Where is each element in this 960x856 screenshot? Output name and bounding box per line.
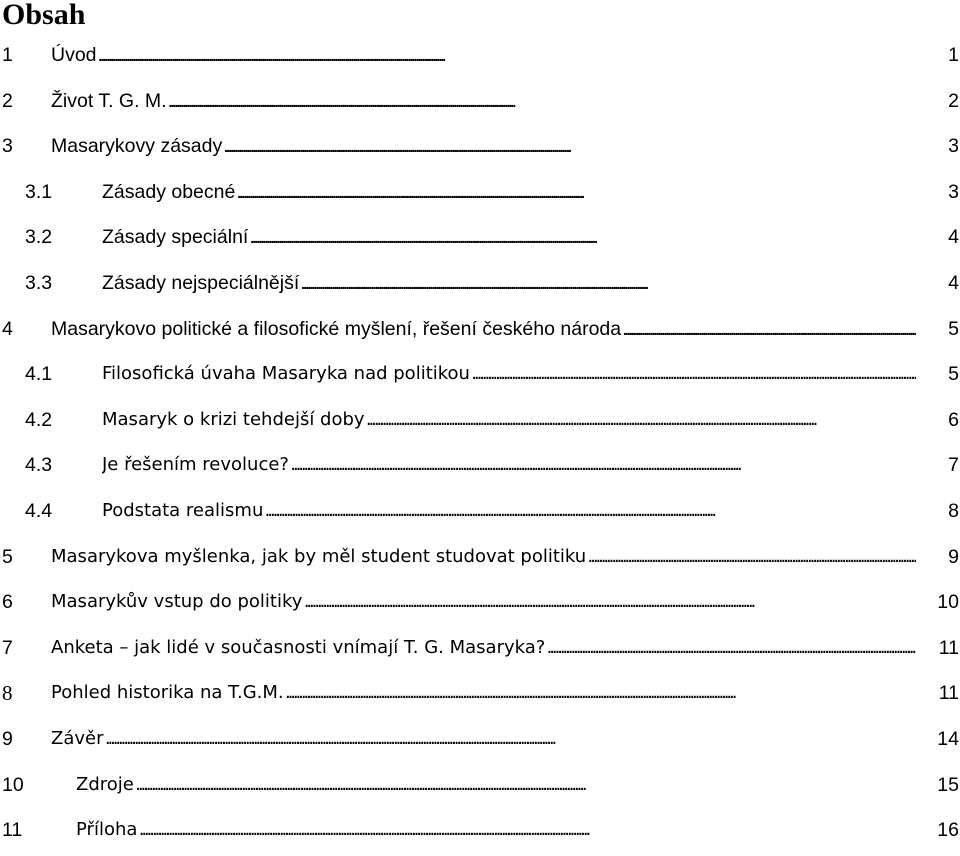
toc-entry-title[interactable]: Úvod . . . bbox=[51, 35, 916, 75]
toc-entry-4[interactable] bbox=[0, 309, 960, 355]
toc-entry-4-1[interactable] bbox=[0, 354, 960, 400]
toc-entry-page: 4 bbox=[917, 217, 959, 257]
toc-entry-number: 3 bbox=[2, 135, 13, 158]
toc-entry-title[interactable]: Zásady speciální . . . bbox=[102, 217, 916, 257]
toc-entry-page: 14 bbox=[917, 719, 959, 759]
toc-entry-page: 6 bbox=[917, 400, 959, 440]
toc-entry-title[interactable]: Život T. G. M. . . . bbox=[51, 81, 916, 121]
table-of-contents bbox=[0, 35, 960, 856]
toc-entry-title[interactable]: Pohled historika na T.G.M. . . . bbox=[51, 673, 916, 713]
toc-entry-page: 15 bbox=[917, 765, 959, 805]
toc-entry-page: 10 bbox=[917, 582, 959, 622]
toc-entry-title[interactable]: Masarykovy zásady . . . bbox=[51, 126, 916, 166]
toc-entry-title[interactable]: Zdroje . . . bbox=[76, 765, 916, 805]
toc-entry-10[interactable] bbox=[0, 765, 960, 811]
toc-entry-4-4[interactable] bbox=[0, 491, 960, 537]
toc-entry-2[interactable] bbox=[0, 81, 960, 127]
toc-entry-number: 4 bbox=[2, 317, 13, 340]
toc-entry-number: 9 bbox=[2, 727, 13, 750]
toc-entry-number: 3.3 bbox=[25, 271, 53, 294]
toc-entry-title[interactable]: Masarykovo politické a filosofické myšlení, řešení českého národa . . . bbox=[51, 309, 916, 349]
toc-entry-page: 3 bbox=[917, 126, 959, 166]
toc-entry-number: 8 bbox=[2, 681, 13, 706]
toc-entry-number: 10 bbox=[2, 773, 24, 796]
toc-heading: Obsah bbox=[2, 0, 86, 31]
toc-entry-number: 6 bbox=[2, 591, 13, 614]
toc-entry-title[interactable]: Filosofická úvaha Masaryka nad politikou . . . bbox=[102, 354, 916, 394]
toc-entry-title[interactable]: Závěr . . . bbox=[51, 719, 916, 759]
toc-entry-number: 3.2 bbox=[25, 226, 53, 249]
toc-entry-page: 8 bbox=[917, 491, 959, 531]
toc-entry-5[interactable] bbox=[0, 537, 960, 583]
toc-entry-title[interactable]: Zásady nejspeciálnější . . . bbox=[102, 263, 916, 303]
toc-entry-title[interactable]: Příloha . . . bbox=[76, 810, 916, 850]
toc-entry-number: 4.3 bbox=[25, 454, 53, 477]
toc-entry-9[interactable] bbox=[0, 719, 960, 765]
toc-entry-page: 7 bbox=[917, 445, 959, 485]
toc-entry-3[interactable] bbox=[0, 126, 960, 172]
toc-entry-number: 4.1 bbox=[25, 363, 53, 386]
toc-entry-4-3[interactable] bbox=[0, 445, 960, 491]
toc-entry-3-1[interactable] bbox=[0, 172, 960, 218]
toc-entry-title[interactable]: Je řešením revoluce? . . . bbox=[102, 445, 916, 485]
toc-entry-11[interactable] bbox=[0, 810, 960, 856]
toc-entry-page: 9 bbox=[917, 537, 959, 577]
toc-entry-title[interactable]: Masarykův vstup do politiky . . . bbox=[51, 582, 916, 622]
toc-entry-page: 2 bbox=[917, 81, 959, 121]
toc-entry-number: 2 bbox=[2, 89, 13, 112]
toc-entry-page: 3 bbox=[917, 172, 959, 212]
toc-entry-title[interactable]: Anketa – jak lidé v současnosti vnímají T. G. Masaryka? . . . bbox=[51, 628, 916, 668]
toc-entry-page: 5 bbox=[917, 309, 959, 349]
toc-entry-number: 1 bbox=[2, 44, 13, 66]
toc-entry-title[interactable]: Masaryk o krizi tehdejší doby . . . bbox=[102, 400, 916, 440]
toc-entry-3-2[interactable] bbox=[0, 217, 960, 263]
toc-entry-number: 11 bbox=[2, 819, 23, 842]
toc-entry-1[interactable] bbox=[0, 35, 960, 81]
toc-entry-title[interactable]: Podstata realismu . . . bbox=[102, 491, 916, 531]
toc-entry-page: 5 bbox=[917, 354, 959, 394]
toc-entry-6[interactable] bbox=[0, 582, 960, 628]
toc-entry-8[interactable] bbox=[0, 673, 960, 719]
toc-entry-page: 4 bbox=[917, 263, 959, 303]
toc-entry-title[interactable]: Masarykova myšlenka, jak by měl student studovat politiku . . . bbox=[51, 537, 916, 577]
toc-entry-page: 1 bbox=[917, 35, 959, 75]
toc-entry-page: 16 bbox=[917, 810, 959, 850]
toc-entry-number: 7 bbox=[2, 636, 13, 659]
toc-entry-number: 4.2 bbox=[25, 408, 53, 431]
toc-entry-7[interactable] bbox=[0, 628, 960, 674]
toc-entry-4-2[interactable] bbox=[0, 400, 960, 446]
toc-entry-number: 5 bbox=[2, 545, 13, 568]
toc-entry-title[interactable]: Zásady obecné . . . bbox=[102, 172, 916, 212]
toc-entry-page: 11 bbox=[917, 673, 959, 713]
toc-entry-number: 4.4 bbox=[25, 499, 53, 522]
toc-entry-number: 3.1 bbox=[25, 180, 53, 203]
toc-entry-page: 11 bbox=[917, 628, 959, 668]
toc-entry-3-3[interactable] bbox=[0, 263, 960, 309]
